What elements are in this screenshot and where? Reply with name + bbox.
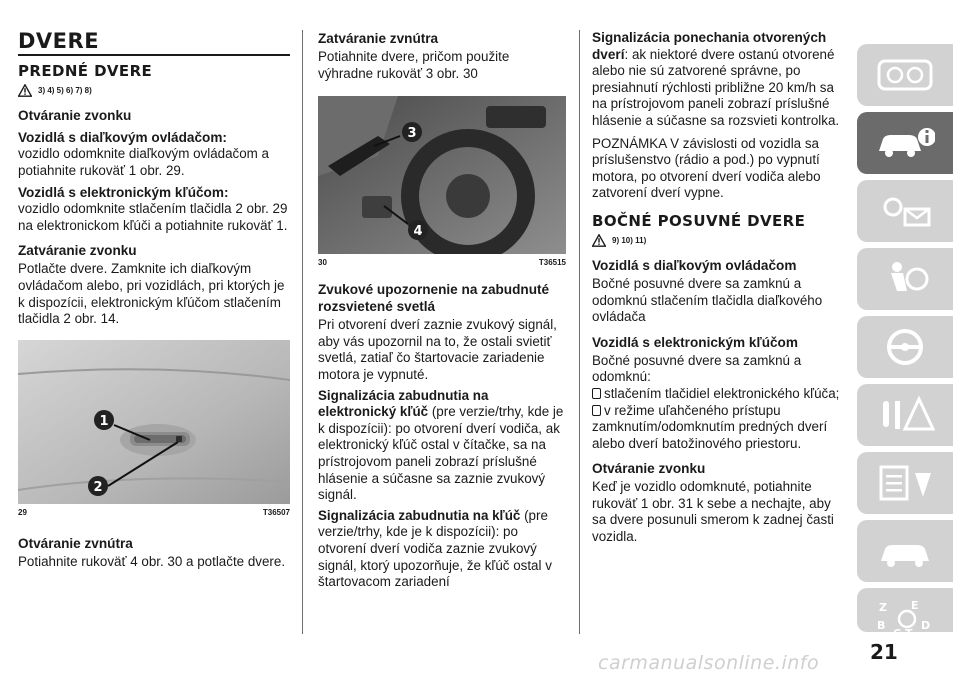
heading-sliding-remote: Vozidlá s diaľkovým ovládačom: [592, 257, 797, 273]
heading-door-left-open: Signalizácia ponechania otvorených dverí: [592, 30, 827, 62]
warning-reference: [18, 84, 290, 97]
bullet-item: v režime uľahčeného prístupu zamknutím/odomknutím predných dverí alebo dverí batožinového priestoru.: [592, 402, 828, 451]
index-letters-icon: [875, 599, 935, 639]
warning-refs: 9) 10) 11): [612, 235, 647, 245]
figure-label-1: 1: [99, 413, 109, 429]
text-key: vozidlo odomknite stlačením tlačidla 2 obr. 29 na elektronickom kľúči a potiahnite rukoväť 1.: [18, 201, 288, 233]
callout-lines: [318, 96, 566, 254]
text-door-left-open: Signalizácia ponechania otvorených dverí: ak niektoré dvere ostanú otvorené alebo nie sú zatvorené správne, po presiahnutí rýchlosti približne 20 km/h sa na prístrojovom paneli zobrazí príslušné hlásenie a súčasne sa rozsvieti kontrolka.: [592, 30, 840, 128]
bullet-item: stlačením tlačidiel elektronického kľúča;: [592, 386, 842, 403]
figure-29-caption: [18, 508, 290, 517]
heading-open-outside: Otváranie zvonku: [18, 108, 132, 123]
page-number: 21: [870, 640, 898, 664]
warning-triangle-icon: [18, 84, 32, 97]
index-letter: B: [877, 619, 886, 632]
steering-wheel-icon: [875, 327, 935, 367]
figure-code: T36515: [538, 258, 566, 268]
column-2: [318, 30, 566, 591]
figure-label-3: 3: [407, 126, 417, 142]
car-spec-icon: [875, 531, 935, 571]
text-close-inside: Potiahnite dvere, pričom použite výhradne rukoväť 3 obr. 30: [318, 49, 510, 81]
bullet-icon: [592, 388, 601, 399]
tab-lights-messages[interactable]: [857, 180, 953, 242]
text-keyfob-alert: Signalizácia zabudnutia na kľúč (pre verzie/trhy, kde je k dispozícii): po otvorení dverí vodiča zaznie zvukový signál, ktorý upozorňuje, že kľúč ostal v štartovacom zariadení: [318, 507, 552, 590]
airbag-seat-icon: [875, 259, 935, 299]
tab-safety[interactable]: [857, 248, 953, 310]
text-remote: vozidlo odomknite diaľkovým ovládačom a potiahnite rukoväť 1 obr. 29.: [18, 146, 270, 178]
section-title-front-doors: PREDNÉ DVERE: [18, 62, 153, 80]
text-open-inside: Potiahnite rukoväť 4 obr. 30 a potlačte dvere.: [18, 553, 286, 569]
figure-label-2: 2: [93, 479, 103, 495]
figure-number: 30: [318, 258, 327, 268]
watermark: carmanualsonline.info: [598, 652, 820, 674]
emergency-tools-icon: [875, 395, 935, 435]
text-sliding-open-outside: Keď je vozidlo odomknuté, potiahnite rukoväť 1 obr. 31 k sebe a nechajte, aby sa dvere posunuli smerom k zadnej časti vozidla.: [592, 479, 834, 545]
index-letter: T: [905, 627, 913, 639]
warning-lights-icon: [875, 191, 935, 231]
figure-30: [318, 96, 566, 254]
dashboard-icon: [875, 55, 935, 95]
heading-key: Vozidlá s elektronickým kľúčom:: [18, 185, 229, 201]
warning-triangle-icon: [592, 234, 606, 247]
heading-sliding-key: Vozidlá s elektronickým kľúčom: [592, 334, 798, 350]
figure-number: 29: [18, 507, 27, 517]
tab-dashboard[interactable]: [857, 44, 953, 106]
heading-sliding-open-outside: Otváranie zvonku: [592, 461, 706, 477]
bullet-icon: [592, 405, 601, 416]
index-letter: E: [911, 599, 919, 612]
heading-close-outside: Zatváranie zvonku: [18, 243, 137, 259]
tab-specifications[interactable]: [857, 520, 953, 582]
heading-close-inside: Zatváranie zvnútra: [318, 31, 439, 46]
text-sliding-key: Bočné posuvné dvere sa zamknú a odomknú:: [592, 352, 802, 385]
figure-30-caption: [318, 258, 566, 267]
figure-label-4: 4: [413, 224, 423, 240]
warning-reference: [592, 234, 842, 247]
callout-lines: [18, 340, 290, 504]
heading-remote: Vozidlá s diaľkovým ovládačom:: [18, 130, 227, 145]
tab-car-info[interactable]: [857, 112, 953, 174]
figure-code: T36507: [262, 507, 290, 517]
text-sliding-remote: Bočné posuvné dvere sa zamknú a odomknú stlačením tlačidla diaľkového ovládača: [592, 275, 823, 325]
heading-keycard-alert: Signalizácia zabudnutia na elektronický kľúč: [318, 387, 489, 420]
text-note: POZNÁMKA V závislosti od vozidla sa príslušenstvo (rádio a pod.) po vypnutí motora, po otvorení dverí vodiča alebo zatvorení dverí vypne.: [592, 135, 821, 201]
index-letter: D: [921, 619, 931, 632]
text-close-outside: Potlačte dvere. Zamknite ich diaľkovým ovládačom alebo, pri vozidlách, pri ktorých je k dispozícii, elektronickým kľúčom stlačením tlačidla 2 obr. 14.: [18, 261, 285, 327]
tab-driving[interactable]: [857, 316, 953, 378]
section-title-sliding-doors: BOČNÉ POSUVNÉ DVERE: [592, 211, 806, 230]
column-divider: [579, 30, 580, 634]
tab-maintenance[interactable]: [857, 452, 953, 514]
heading-keyfob-alert: Signalizácia zabudnutia na kľúč: [318, 507, 521, 523]
text-lights-alarm: Pri otvorení dverí zaznie zvukový signál, aby vás upozornil na to, že ostali svietiť svetlá, zatiaľ čo štartovacie zariadenie motora je vypnuté.: [318, 317, 557, 382]
title-rule: [18, 54, 290, 56]
column-3: [592, 30, 842, 546]
chapter-title: DVERE: [18, 29, 100, 53]
column-divider: [302, 30, 303, 634]
text-keycard-alert: Signalizácia zabudnutia na elektronický kľúč (pre verzie/trhy, kde je k dispozícii): po otvorení dverí vodiča, ak elektronický kľúč ostal v čítačke, sa na prístrojovom paneli zobrazí príslušné hlásenie a súčasne sa zaznie zvukový signál.: [318, 387, 564, 503]
index-letter: C: [893, 627, 902, 639]
car-info-icon: [875, 123, 935, 163]
column-1: [18, 30, 290, 570]
tab-emergency[interactable]: [857, 384, 953, 446]
figure-29: [18, 340, 290, 504]
heading-lights-alarm: Zvukové upozornenie na zabudnuté rozsvietené svetlá: [318, 282, 550, 315]
warning-refs: 3) 4) 5) 6) 7) 8): [38, 86, 92, 95]
service-book-icon: [875, 463, 935, 503]
index-letter: Z: [879, 601, 887, 614]
tab-index[interactable]: [857, 588, 953, 639]
heading-open-inside: Otváranie zvnútra: [18, 535, 133, 551]
